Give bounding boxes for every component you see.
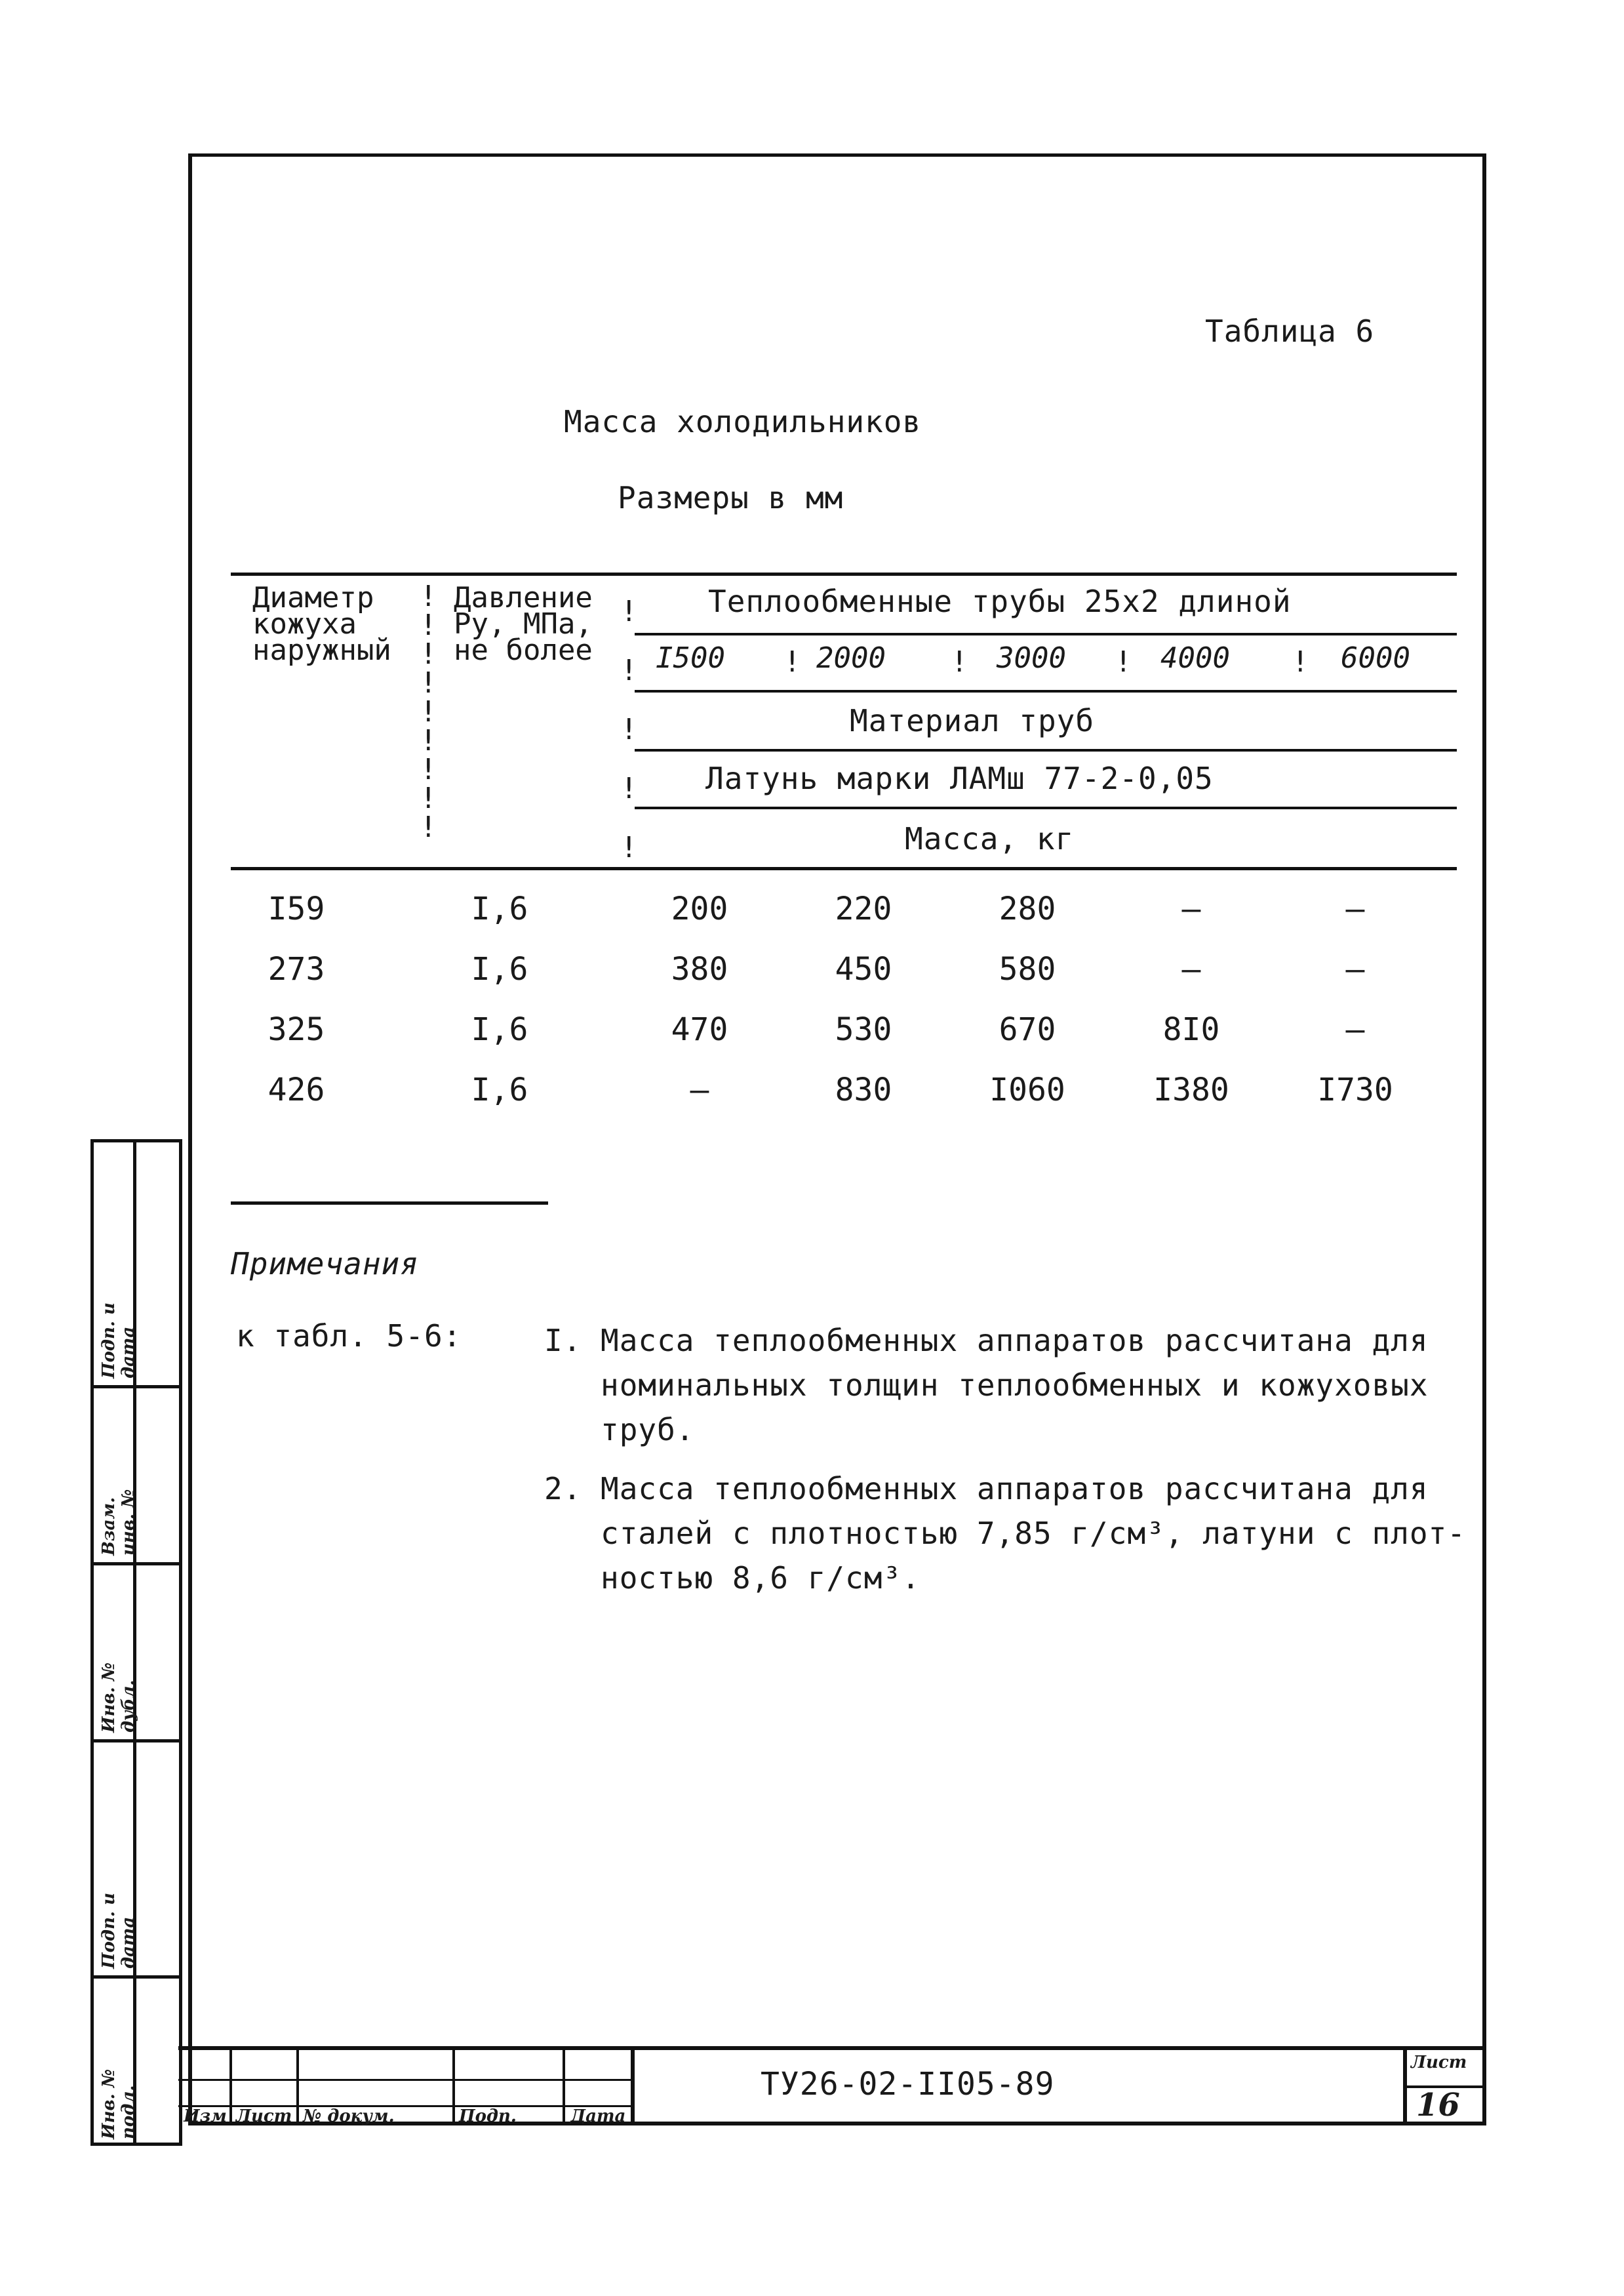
header-length-1500: I500 xyxy=(656,641,725,675)
stamp-col-rule xyxy=(229,2046,232,2125)
stamp-col-label: Дата xyxy=(570,2106,626,2126)
strip-label: Подп. и дата xyxy=(99,1893,138,1969)
header-pressure: Давление Py, МПа, не более xyxy=(454,581,593,667)
strip-row-rule xyxy=(94,1739,179,1742)
strip-label: Взам. инв. № xyxy=(99,1489,138,1556)
strip-row-rule xyxy=(94,1385,179,1388)
column-separator-2: ! ! ! ! ! xyxy=(620,595,638,864)
length-separator: ! xyxy=(783,645,801,679)
header-rule-2 xyxy=(635,690,1457,693)
header-rule-3 xyxy=(635,749,1457,752)
stamp-col-label: Подп. xyxy=(459,2106,517,2126)
length-separator: ! xyxy=(1292,645,1309,679)
stamp-col-rule xyxy=(563,2046,565,2125)
header-diameter: Диаметр кожуха наружный xyxy=(252,581,391,667)
page-title: Масса холодильников xyxy=(564,404,922,439)
stamp-col-label: Изм xyxy=(184,2106,227,2126)
stamp-top-rule xyxy=(178,2046,1486,2050)
page-subtitle: Размеры в мм xyxy=(618,480,844,515)
sheet-number: 16 xyxy=(1416,2087,1460,2124)
header-length-4000: 4000 xyxy=(1160,641,1230,675)
header-length-2000: 2000 xyxy=(816,641,886,675)
strip-row-rule xyxy=(94,1562,179,1565)
page-frame xyxy=(188,153,1486,2125)
table-row: 426 I,6 – 830 I060 I380 I730 xyxy=(267,1072,1393,1108)
document-code: ТУ26-02-II05-89 xyxy=(761,2066,1055,2103)
length-separator: ! xyxy=(951,645,968,679)
stamp-col-rule xyxy=(296,2046,299,2125)
header-material-value: Латунь марки ЛАМш 77-2-0,05 xyxy=(705,761,1214,796)
stamp-col-label: Лист xyxy=(236,2106,292,2126)
header-rule-4 xyxy=(635,807,1457,809)
header-length-6000: 6000 xyxy=(1341,641,1410,675)
strip-label: Инв. № дубл. xyxy=(99,1662,138,1733)
strip-label: Подп. и дата xyxy=(99,1302,138,1379)
stamp-col-rule xyxy=(631,2046,635,2125)
strip-col-rule xyxy=(133,1142,136,2143)
strip-label: Инв. № подл. xyxy=(99,2069,138,2139)
header-material-label: Материал труб xyxy=(850,703,1095,738)
stamp-col-label: № докум. xyxy=(303,2106,395,2126)
table-top-rule xyxy=(231,573,1457,576)
header-tubes: Теплообменные трубы 25х2 длиной xyxy=(708,584,1292,619)
sheet-label: Лист xyxy=(1411,2053,1467,2072)
table-row: 273 I,6 380 450 580 – – xyxy=(267,951,1365,988)
table-row: 325 I,6 470 530 670 8I0 – xyxy=(267,1011,1365,1048)
table-header-bottom-rule xyxy=(231,867,1457,870)
header-mass-label: Масса, кг xyxy=(905,821,1075,856)
notes-heading: Примечания xyxy=(231,1246,419,1281)
notes-reference: к табл. 5-6: xyxy=(236,1318,462,1354)
strip-row-rule xyxy=(94,1975,179,1979)
binding-strip xyxy=(90,1139,182,2146)
column-separator-1: ! ! ! ! ! ! ! ! ! xyxy=(420,580,437,844)
header-rule-1 xyxy=(635,633,1457,635)
table-row: I59 I,6 200 220 280 – – xyxy=(267,891,1365,927)
notes-separator xyxy=(231,1201,548,1205)
header-length-3000: 3000 xyxy=(997,641,1066,675)
stamp-col-rule xyxy=(452,2046,455,2125)
table-label: Таблица 6 xyxy=(1205,313,1375,349)
length-separator: ! xyxy=(1115,645,1132,679)
